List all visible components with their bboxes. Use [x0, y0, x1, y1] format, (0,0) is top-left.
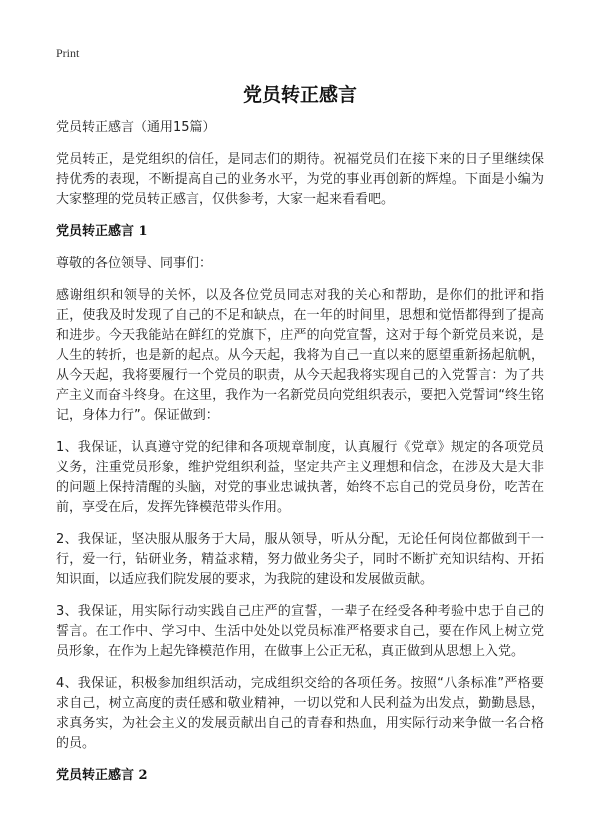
- page-title: 党员转正感言: [242, 84, 357, 106]
- body-paragraph: 1、我保证，认真遵守党的纪律和各项规章制度，认真履行《党章》规定的各项党员义务，注重党员形象，维护党组织利益，坚定共产主义理想和信念，在涉及大是大非的问题上保持清醒的头脑，对党的事业忠诚执著，始终不忘自己的党员身份，吃苦在前，享受在后，发挥先锋模范带头作用。: [56, 440, 544, 515]
- body-paragraph: 4、我保证，积极参加组织活动，完成组织交给的各项任务。按照“八条标准”严格要求自己，树立高度的责任感和敬业精神，一切以党和人民利益为出发点，勤勤恳恳，求真务实，为社会主义的发展贡献出自己的青春和热血，用实际行动来争做一名合格的员。: [56, 676, 544, 751]
- section-heading-1: 党员转正感言 1: [56, 224, 148, 239]
- print-link[interactable]: Print: [56, 46, 80, 60]
- body-paragraph: 感谢组织和领导的关怀，以及各位党员同志对我的关心和帮助，是你们的批评和指正，使我及时发现了自己的不足和缺点，在一年的时间里，思想和觉悟都得到了提高和进步。今天我能站在鲜红的党旗下，庄严的向党宣誓，这对于每个新党员来说，是人生的转折，也是新的起点。从今天起，我将为自己一直以来的愿望重新扬起航帆，从今天起，我将要履行一个党员的职责，从今天起我将实现自己的入党誓言：为了共产主义而奋斗终身。在这里，我作为一名新党员向党组织表示，要把入党誓词“终生铭记，身体力行”。保证做到：: [56, 288, 544, 423]
- greeting-paragraph: 尊敬的各位领导、同事们：: [56, 256, 213, 271]
- intro-paragraph: 党员转正，是党组织的信任，是同志们的期待。祝福党员们在接下来的日子里继续保持优秀的表现，不断提高自己的业务水平，为党的事业再创新的辉煌。下面是小编为大家整理的党员转正感言，仅供参考，大家一起来看看吧。: [56, 152, 544, 207]
- body-paragraph: 3、我保证，用实际行动实践自己庄严的宣誓，一辈子在经受各种考验中忠于自己的誓言。在工作中、学习中、生活中处处以党员标准严格要求自己，要在作风上树立党员形象，在作为上起先锋模范作用，在做事上公正无私，真正做到从思想上入党。: [56, 604, 544, 659]
- body-paragraph: 2、我保证，坚决服从服务于大局，服从领导，听从分配，无论任何岗位都做到干一行，爱一行，钻研业务，精益求精，努力做业务尖子，同时不断扩充知识结构、开拓知识面，以适应我们院发展的要求，为我院的建设和发展做贡献。: [56, 532, 544, 587]
- document-body: [56, 118, 544, 798]
- section-heading-2: 党员转正感言 2: [56, 768, 148, 783]
- document-subtitle: 党员转正感言（通用15篇）: [56, 120, 216, 135]
